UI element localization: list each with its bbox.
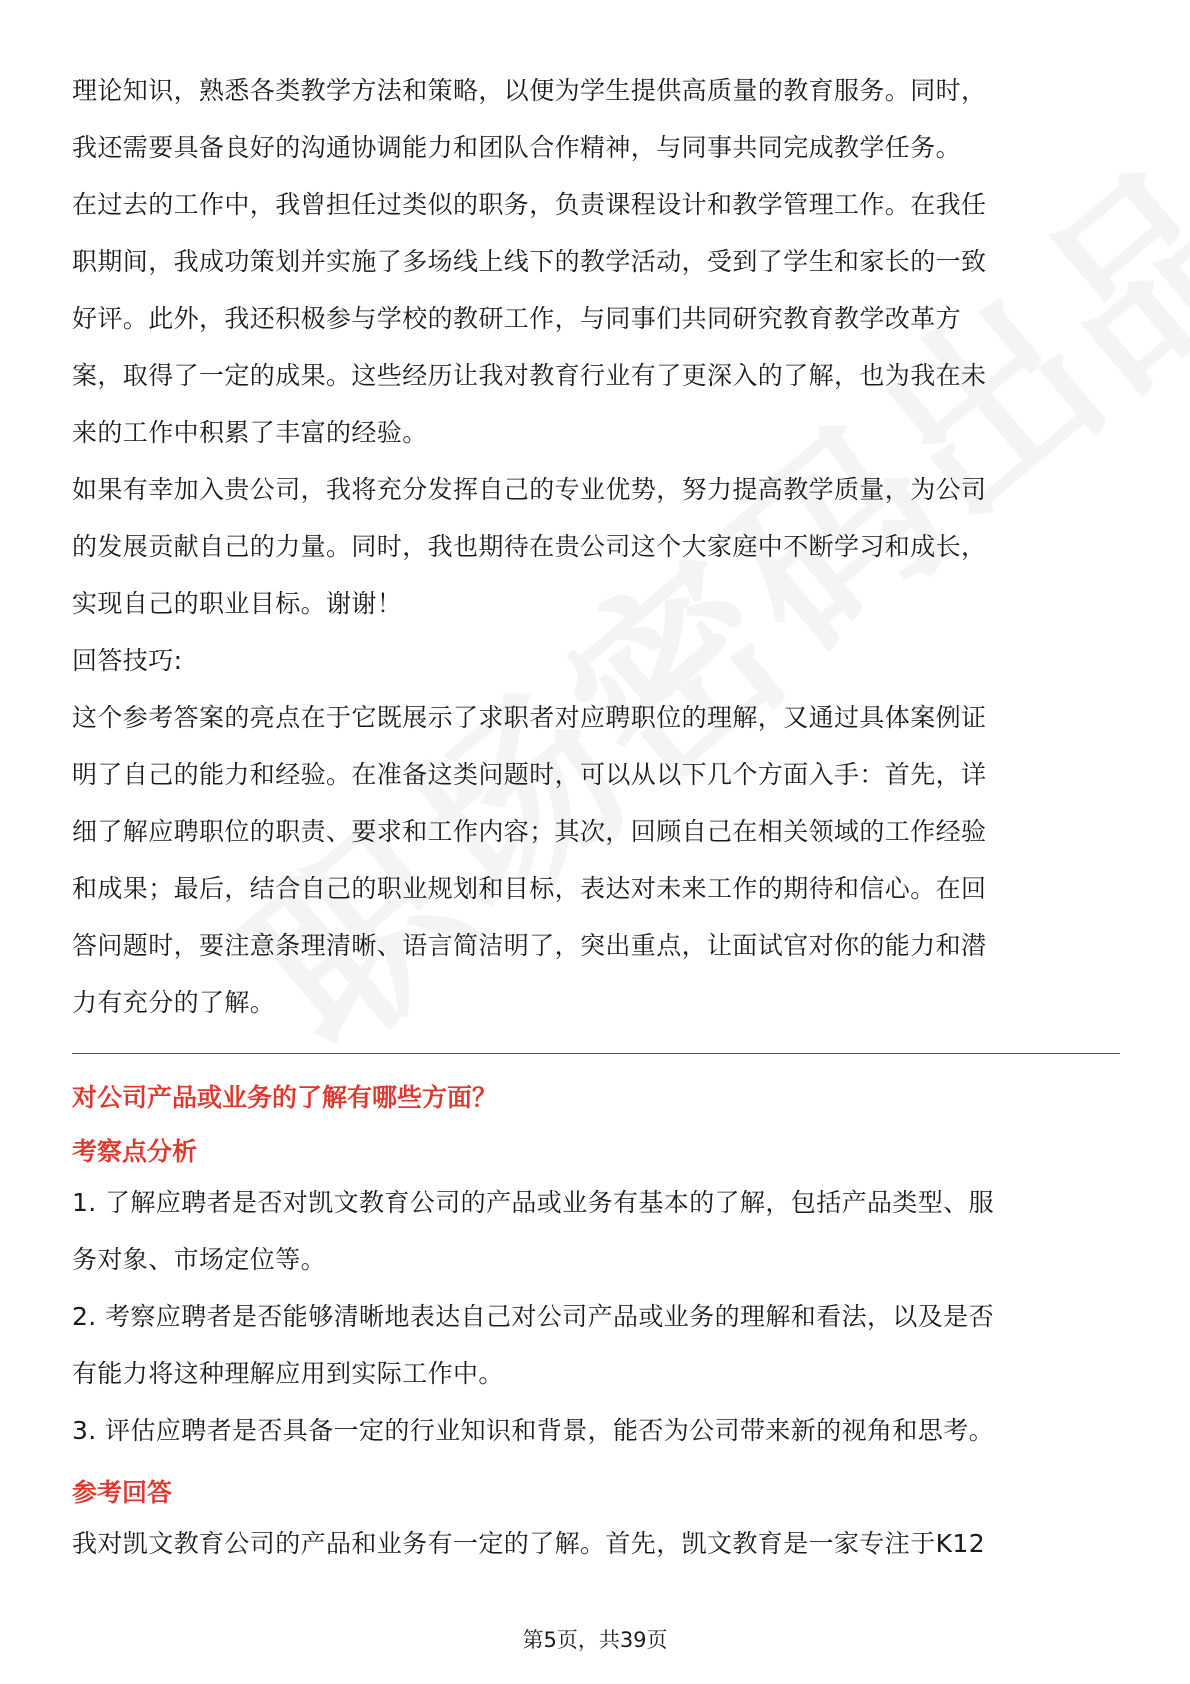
text-line: 我还需要具备良好的沟通协调能力和团队合作精神，与同事共同完成教学任务。 — [72, 133, 962, 162]
text-line: 3. 评估应聘者是否具备一定的行业知识和背景，能否为公司带来新的视角和思考。 — [72, 1416, 995, 1445]
section-divider — [72, 1053, 1120, 1054]
text-line: 答问题时，要注意条理清晰、语言简洁明了，突出重点，让面试官对你的能力和潜 — [72, 931, 987, 960]
text-line: 理论知识，熟悉各类教学方法和策略，以便为学生提供高质量的教育服务。同时， — [72, 76, 987, 105]
text-line: 如果有幸加入贵公司，我将充分发挥自己的专业优势，努力提高教学质量，为公司 — [72, 475, 987, 504]
text-line: 明了自己的能力和经验。在准备这类问题时，可以从以下几个方面入手：首先，详 — [72, 760, 987, 789]
page-number: 第5页，共39页 — [522, 1628, 668, 1652]
text-line: 1. 了解应聘者是否对凯文教育公司的产品或业务有基本的了解，包括产品类型、服 — [72, 1188, 995, 1217]
page-content — [72, 62, 1120, 1572]
text-line: 2. 考察应聘者是否能够清晰地表达自己对公司产品或业务的理解和看法，以及是否 — [72, 1302, 995, 1331]
text-line: 职期间，我成功策划并实施了多场线上线下的教学活动，受到了学生和家长的一致 — [72, 247, 987, 276]
text-line: 在过去的工作中，我曾担任过类似的职务，负责课程设计和教学管理工作。在我任 — [72, 190, 987, 219]
reference-heading: 参考回答 — [72, 1478, 173, 1507]
intro-paragraph-2 — [72, 176, 1120, 461]
text-line: 有能力将这种理解应用到实际工作中。 — [72, 1359, 504, 1388]
text-line: 我对凯文教育公司的产品和业务有一定的了解。首先，凯文教育是一家专注于K12 — [72, 1529, 986, 1558]
text-line: 的发展贡献自己的力量。同时，我也期待在贵公司这个大家庭中不断学习和成长， — [72, 532, 987, 561]
reference-answer — [72, 1515, 1120, 1572]
intro-paragraph-3 — [72, 461, 1120, 632]
text-line: 来的工作中积累了丰富的经验。 — [72, 418, 428, 447]
answer-tips — [72, 632, 1120, 1031]
analysis-heading: 考察点分析 — [72, 1137, 198, 1166]
text-line: 这个参考答案的亮点在于它既展示了求职者对应聘职位的理解，又通过具体案例证 — [72, 703, 987, 732]
tips-label: 回答技巧: — [72, 646, 183, 675]
text-line: 务对象、市场定位等。 — [72, 1245, 327, 1274]
question-title: 对公司产品或业务的了解有哪些方面？ — [72, 1083, 498, 1112]
intro-paragraph-1 — [72, 62, 1120, 176]
text-line: 和成果；最后，结合自己的职业规划和目标，表达对未来工作的期待和信心。在回 — [72, 874, 987, 903]
text-line: 细了解应聘职位的职责、要求和工作内容；其次，回顾自己在相关领域的工作经验 — [72, 817, 987, 846]
text-line: 实现自己的职业目标。谢谢！ — [72, 589, 403, 618]
text-line: 力有充分的了解。 — [72, 988, 276, 1017]
list-item — [72, 1402, 1120, 1459]
list-item — [72, 1288, 1120, 1402]
analysis-list — [72, 1174, 1120, 1459]
list-item — [72, 1174, 1120, 1288]
text-line: 案，取得了一定的成果。这些经历让我对教育行业有了更深入的了解，也为我在未 — [72, 361, 987, 390]
text-line: 好评。此外，我还积极参与学校的教研工作，与同事们共同研究教育教学改革方 — [72, 304, 962, 333]
